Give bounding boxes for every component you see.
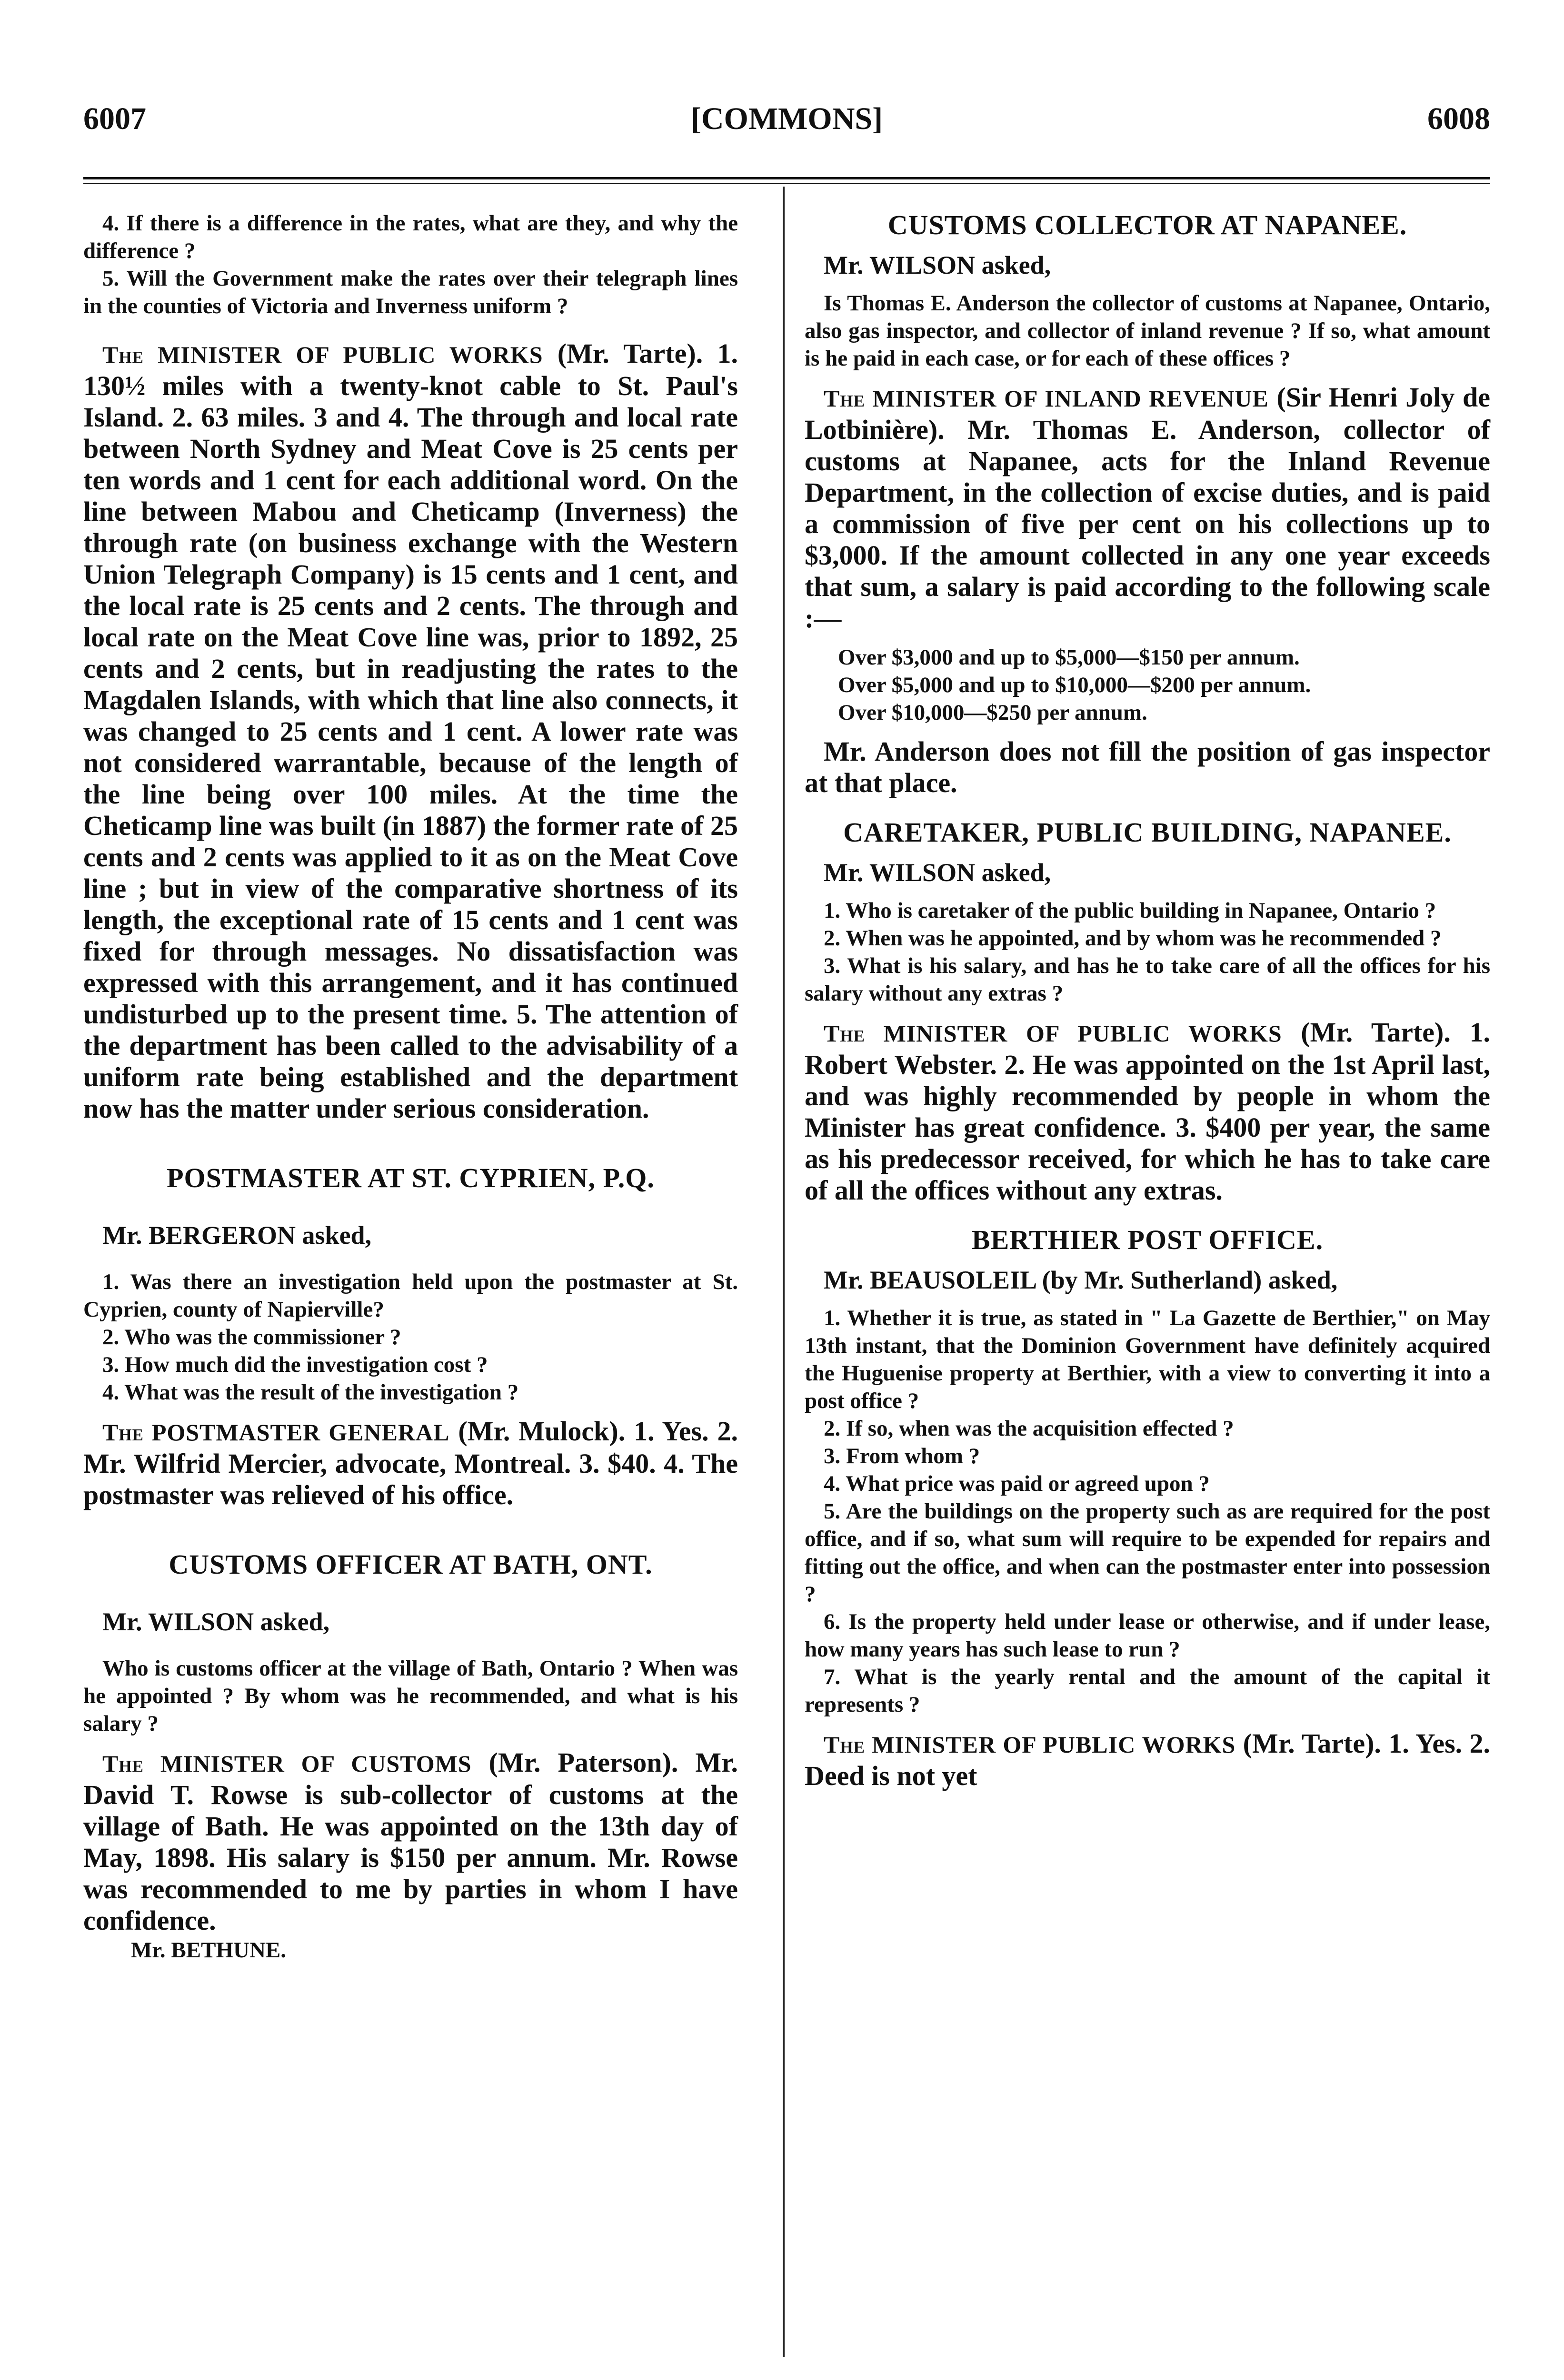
answer-minister-of-customs	[83, 1747, 738, 1936]
left-column	[83, 209, 738, 1964]
section-heading-napanee-collector: CUSTOMS COLLECTOR AT NAPANEE.	[887, 209, 1407, 240]
bethune-speaker: Mr. BETHUNE.	[131, 1938, 286, 1963]
answer-public-works-caretaker	[805, 1017, 1490, 1206]
section-heading-st-cyprien: POSTMASTER AT ST. CYPRIEN, P.Q.	[167, 1162, 655, 1193]
speaker-name: The MINISTER OF CUSTOMS	[102, 1750, 472, 1777]
st-cyprien-question-2: 2. Who was the commissioner ?	[102, 1325, 401, 1349]
caretaker-question-3: 3. What is his salary, and has he to take care of all the offices for his salary without any extras ?	[805, 953, 1490, 1006]
answer-text: (Mr. Mulock). 1. Yes. 2. Mr. Wilfrid Mercier, advocate, Montreal. 3. $40. 4. The postmaster was relieved of his office.	[83, 1416, 738, 1510]
anderson-note: Mr. Anderson does not fill the position of gas inspector at that place.	[805, 736, 1490, 798]
answer-postmaster-general	[83, 1416, 738, 1511]
answer-inland-revenue	[805, 382, 1490, 634]
salary-scale-2: Over $5,000 and up to $10,000—$200 per annum.	[838, 673, 1311, 697]
berthier-question-4: 4. What price was paid or agreed upon ?	[824, 1471, 1210, 1496]
section-heading-berthier: BERTHIER POST OFFICE.	[971, 1224, 1324, 1255]
caretaker-question-1: 1. Who is caretaker of the public building in Napanee, Ontario ?	[824, 898, 1436, 923]
column-divider	[783, 187, 785, 2357]
right-page-number: 6008	[1427, 101, 1490, 136]
question-5: 5. Will the Government make the rates over their telegraph lines in the counties of Victoria and Inverness uniform ?	[83, 266, 738, 318]
speaker-name: The MINISTER OF PUBLIC WORKS	[102, 341, 543, 368]
bath-question: Who is customs officer at the village of Bath, Ontario ? When was he appointed ? By whom was he recommended, and what is his salary ?	[83, 1656, 738, 1736]
asked-wilson-2: Mr. WILSON asked,	[824, 858, 1051, 887]
caretaker-question-2: 2. When was he appointed, and by whom was he recommended ?	[824, 926, 1442, 951]
answer-public-works-telegraph	[83, 338, 738, 1124]
left-page-number: 6007	[83, 101, 146, 136]
page-header	[83, 100, 1490, 138]
berthier-question-3: 3. From whom ?	[824, 1444, 980, 1468]
answer-public-works-berthier	[805, 1728, 1490, 1792]
speaker-name: The POSTMASTER GENERAL	[102, 1419, 450, 1446]
st-cyprien-question-3: 3. How much did the investigation cost ?	[102, 1352, 488, 1377]
right-column	[805, 209, 1490, 1792]
answer-text: (Mr. Tarte). 1. Robert Webster. 2. He was appointed on the 1st April last, and was highly recommended by people in whom the Minister has great confidence. 3. $400 per year, the same as his predecessor received, for which he has to take care of all the offices without any extras.	[805, 1017, 1491, 1206]
answer-text: (Mr. Paterson). Mr. David T. Rowse is sub-collector of customs at the village of Bath. He was appointed on the 13th day of May, 1898. His salary is $150 per annum. Mr. Rowse was recommended to me by parties in whom I have confidence.	[83, 1747, 738, 1936]
answer-text: (Mr. Tarte). 1. 130½ miles with a twenty-knot cable to St. Paul's Island. 2. 63 miles. 3 and 4. The through and local rate between North Sydney and Meat Cove is 25 cents per ten words and 1 cent for each additional word. On the line between Mabou and Cheticamp (Inverness) the through rate (on business exchange with the Western Union Telegraph Company) is 15 cents and 1 cent, and the local rate is 25 cents and 2 cents. The through and local rate on the Meat Cove line was, prior to 1892, 25 cents and 2 cents, but in readjusting the rates to the Magdalen Islands, with which that line also connects, it was changed to 25 cents and 1 cent. A lower rate was not considered warrantable, because of the length of the line being over 100 miles. At the time the Cheticamp line was built (in 1887) the former rate of 25 cents and 2 cents was applied to it as on the Meat Cove line ; but in view of the comparative shortness of its length, the exceptional rate of 15 cents and 1 cent was fixed for through messages. No dissatisfaction was expressed with this arrangement, and it has continued undisturbed up to the present time. 5. The attention of the department has been called to the advisability of a uniform rate being established and the department now has the matter under serious consideration.	[83, 338, 738, 1124]
answer-text: (Mr. Tarte). 1. Yes. 2. Deed is not yet	[805, 1728, 1490, 1791]
napanee-question: Is Thomas E. Anderson the collector of customs at Napanee, Ontario, also gas inspector, and collector of inland revenue ? If so, what amount is he paid in each case, or for each of these offices ?	[805, 291, 1490, 371]
speaker-name: The MINISTER OF PUBLIC WORKS	[824, 1020, 1282, 1047]
asked-bergeron: Mr. BERGERON asked,	[102, 1221, 372, 1250]
st-cyprien-question-1: 1. Was there an investigation held upon the postmaster at St. Cyprien, county of Napierville?	[83, 1269, 738, 1322]
berthier-question-6: 6. Is the property held under lease or otherwise, and if under lease, how many years has such lease to run ?	[805, 1609, 1490, 1662]
running-title: [COMMONS]	[690, 101, 883, 136]
speaker-name: The MINISTER OF INLAND REVENUE	[824, 385, 1269, 412]
header-rule-thin	[83, 183, 1490, 184]
berthier-question-5: 5. Are the buildings on the property such as are required for the post office, and if so, what sum will require to be expended for repairs and fitting out the office, and when can the postmaster enter into possession ?	[805, 1499, 1490, 1606]
st-cyprien-question-4: 4. What was the result of the investigation ?	[102, 1380, 519, 1405]
berthier-question-7: 7. What is the yearly rental and the amount of the capital it represents ?	[805, 1665, 1490, 1717]
section-heading-caretaker: CARETAKER, PUBLIC BUILDING, NAPANEE.	[843, 817, 1452, 848]
answer-text: (Sir Henri Joly de Lotbinière). Mr. Thomas E. Anderson, collector of customs at Napanee, acts for the Inland Revenue Department, in the collection of excise duties, and is paid a commission of five per cent on his collections up to $3,000. If the amount collected in any one year exceeds that sum, a salary is paid according to the following scale :—	[805, 382, 1491, 634]
section-heading-bath: CUSTOMS OFFICER AT BATH, ONT.	[169, 1549, 653, 1580]
asked-wilson: Mr. WILSON asked,	[824, 251, 1051, 279]
asked-wilson: Mr. WILSON asked,	[102, 1607, 330, 1636]
salary-scale-1: Over $3,000 and up to $5,000—$150 per annum.	[838, 645, 1300, 670]
question-4: 4. If there is a difference in the rates, what are they, and why the difference ?	[83, 211, 738, 263]
speaker-name: The MINISTER OF PUBLIC WORKS	[824, 1731, 1236, 1758]
berthier-question-1: 1. Whether it is true, as stated in " La Gazette de Berthier," on May 13th instant, that the Dominion Government have definitely acquired the Huguenise property at Berthier, with a view to converting it into a post office ?	[805, 1306, 1490, 1413]
berthier-question-2: 2. If so, when was the acquisition effected ?	[824, 1416, 1234, 1441]
header-rule-thick	[83, 177, 1490, 179]
asked-beausoleil: Mr. BEAUSOLEIL (by Mr. Sutherland) asked,	[824, 1266, 1338, 1294]
salary-scale-3: Over $10,000—$250 per annum.	[838, 700, 1147, 725]
